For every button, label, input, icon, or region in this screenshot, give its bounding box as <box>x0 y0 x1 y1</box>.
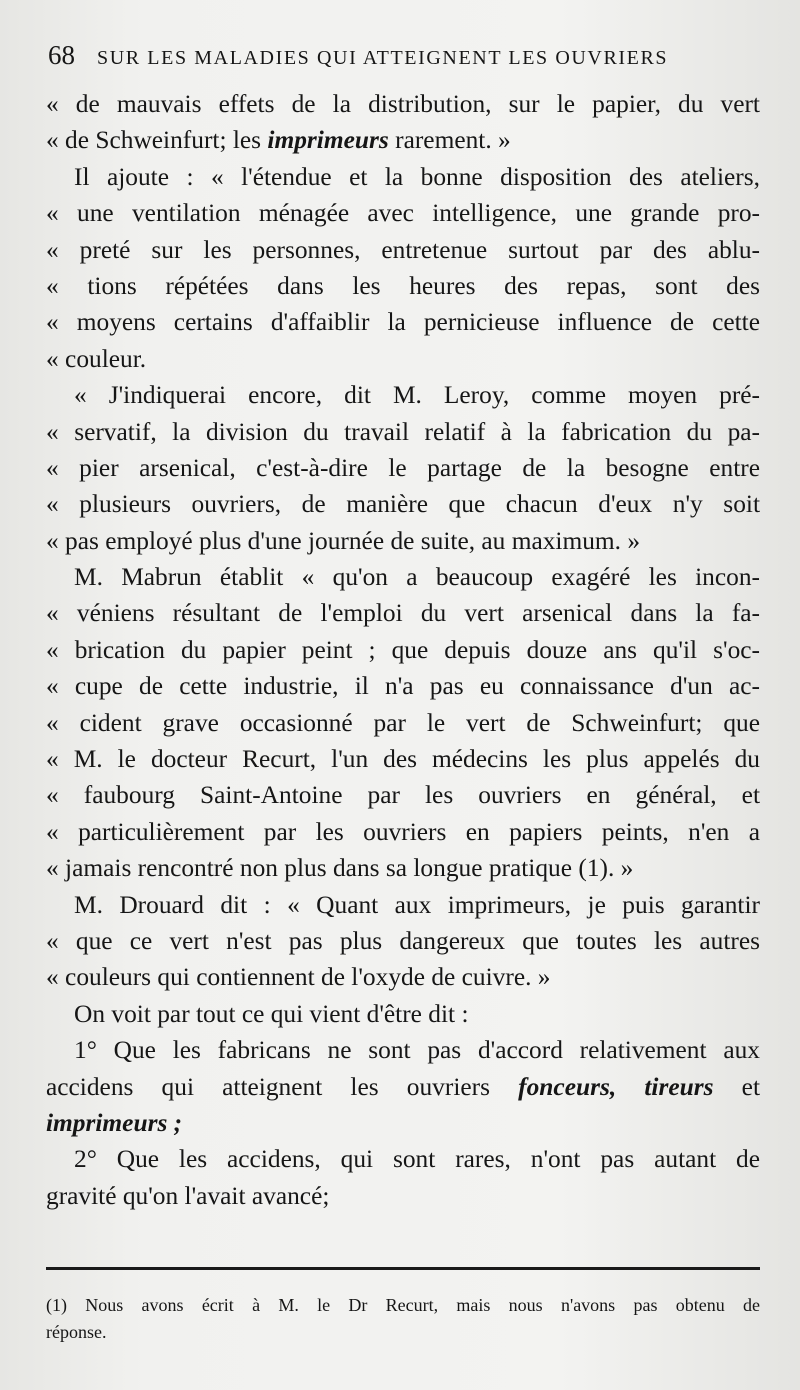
body-text <box>46 86 760 1214</box>
text-line: « cident grave occasionné par le vert de Schweinfurt; que <box>46 708 760 737</box>
text-line: « servatif, la division du travail relatif à la fabrication du pa- <box>46 417 760 446</box>
text-line: Il ajoute : « l'étendue et la bonne disposition des ateliers, <box>74 162 760 191</box>
footnote-line: (1) Nous avons écrit à M. le Dr Recurt, mais nous n'avons pas obtenu de <box>46 1295 760 1315</box>
text-line: « de Schweinfurt; les imprimeurs rarement. » <box>46 126 511 155</box>
text-line: « de mauvais effets de la distribution, sur le papier, du vert <box>46 90 760 118</box>
text-line: M. Drouard dit : « Quant aux imprimeurs, je puis garantir <box>74 890 760 919</box>
page-header <box>48 40 742 80</box>
text-line: imprimeurs ; <box>46 1108 183 1137</box>
text-line: « plusieurs ouvriers, de manière que chacun d'eux n'y soit <box>46 490 760 519</box>
text-line: 1° Que les fabricans ne sont pas d'accord relativement aux <box>74 1036 760 1065</box>
page-number: 68 <box>48 40 75 70</box>
text-line: « pas employé plus d'une journée de suite, au maximum. » <box>46 526 641 555</box>
text-line: « moyens certains d'affaiblir la pernicieuse influence de cette <box>46 308 760 337</box>
text-line: « brication du papier peint ; que depuis douze ans qu'il s'oc- <box>46 635 760 664</box>
text-line: « que ce vert n'est pas plus dangereux que toutes les autres <box>46 926 760 955</box>
text-line: gravité qu'on l'avait avancé; <box>46 1181 330 1210</box>
text-line: « jamais rencontré non plus dans sa longue pratique (1). » <box>46 854 634 883</box>
text-line: 2° Que les accidens, qui sont rares, n'ont pas autant de <box>74 1145 760 1174</box>
text-line: « faubourg Saint-Antoine par les ouvriers en général, et <box>46 781 760 810</box>
text-line: « M. le docteur Recurt, l'un des médecins les plus appelés du <box>46 745 760 774</box>
text-line: M. Mabrun établit « qu'on a beaucoup exagéré les incon- <box>74 563 760 592</box>
text-line: « J'indiquerai encore, dit M. Leroy, comme moyen pré- <box>74 381 760 410</box>
text-line: « une ventilation ménagée avec intelligence, une grande pro- <box>46 199 760 228</box>
running-head: SUR LES MALADIES QUI ATTEIGNENT LES OUVRIERS <box>97 47 669 69</box>
footnote <box>46 1292 760 1346</box>
text-line: « véniens résultant de l'emploi du vert arsenical dans la fa- <box>46 599 760 628</box>
text-line: « particulièrement par les ouvriers en papiers peints, n'en a <box>46 817 760 846</box>
footnote-rule <box>46 1267 760 1270</box>
footnote-line: réponse. <box>46 1322 107 1342</box>
text-line: « cupe de cette industrie, il n'a pas eu connaissance d'un ac- <box>46 672 760 701</box>
text-line: accidens qui atteignent les ouvriers fonceurs, tireurs et <box>46 1072 760 1101</box>
text-line: « couleurs qui contiennent de l'oxyde de cuivre. » <box>46 963 551 992</box>
text-line: « couleur. <box>46 344 147 373</box>
text-line: On voit par tout ce qui vient d'être dit : <box>74 999 469 1028</box>
text-line: « tions répétées dans les heures des repas, sont des <box>46 271 760 300</box>
text-line: « preté sur les personnes, entretenue surtout par des ablu- <box>46 235 760 264</box>
text-line: « pier arsenical, c'est-à-dire le partage de la besogne entre <box>46 453 760 482</box>
